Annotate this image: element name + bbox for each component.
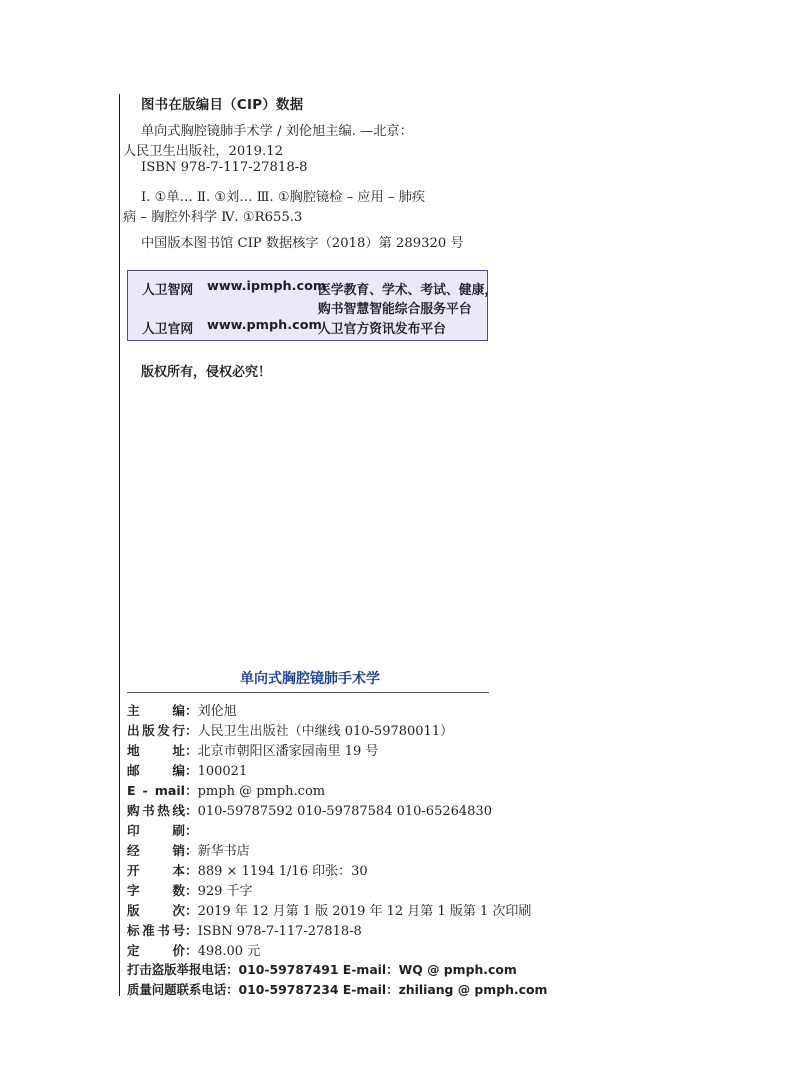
imprint-value: 929 千字 [197, 884, 253, 899]
book-title: 单向式胸腔镜肺手术学 [240, 671, 380, 687]
quality-contact-line: 质量问题联系电话：010-59787234 E-mail：zhiliang @ pmph.com [127, 982, 548, 997]
imprint-value: 刘伦旭 [197, 704, 237, 719]
cip-number-line: 中国版本图书馆 CIP 数据核字（2018）第 289320 号 [141, 236, 464, 251]
imprint-label: 字数 [127, 883, 185, 898]
imprint-value: ISBN 978-7-117-27818-8 [197, 924, 362, 939]
platform-description-continued: 购书智慧智能综合服务平台 [318, 302, 472, 317]
imprint-label: 邮编 [127, 763, 185, 778]
imprint-label: 地址 [127, 743, 185, 758]
platform-name: 人卫智网 [142, 283, 194, 298]
imprint-value: 498.00 元 [197, 944, 261, 959]
imprint-label: 版次 [127, 903, 185, 918]
imprint-label: E - mail [127, 783, 185, 798]
imprint-value: 新华书店 [197, 844, 250, 859]
imprint-label: 定价 [127, 943, 185, 958]
copyright-notice: 版权所有，侵权必究！ [141, 365, 272, 380]
website-description: 人卫官方资讯发布平台 [318, 322, 446, 337]
imprint-label: 购书热线 [127, 803, 185, 818]
cip-subject-line: Ⅰ. ①单… Ⅱ. ①刘… Ⅲ. ①胸腔镜检 – 应用 – 肺疾 [141, 190, 426, 205]
website-url-link[interactable]: www.pmph.com [207, 318, 322, 333]
imprint-label: 经销 [127, 843, 185, 858]
imprint-value: 人民卫生出版社（中继线 010-59780011） [197, 724, 454, 739]
imprint-row: 标准书号：ISBN 978-7-117-27818-8 [127, 920, 362, 940]
cip-heading: 图书在版编目（CIP）数据 [141, 98, 304, 113]
imprint-row: 经销：新华书店 [127, 840, 250, 860]
imprint-label: 印刷 [127, 823, 185, 838]
piracy-report-line: 打击盗版举报电话：010-59787491 E-mail：WQ @ pmph.com [127, 962, 517, 977]
imprint-row: 版次：2019 年 12 月第 1 版 2019 年 12 月第 1 版第 1 次印刷 [127, 900, 531, 920]
imprint-row: 开本：889 × 1194 1/16 印张：30 [127, 860, 368, 880]
imprint-value: pmph @ pmph.com [197, 784, 326, 799]
left-margin-rule [119, 94, 120, 996]
imprint-value: 2019 年 12 月第 1 版 2019 年 12 月第 1 版第 1 次印刷 [197, 904, 532, 919]
title-divider [127, 692, 489, 693]
cip-title-line: 单向式胸腔镜肺手术学 / 刘伦旭主编. —北京： [141, 124, 413, 139]
imprint-row: 定价：498.00 元 [127, 940, 260, 960]
imprint-label: 出版发行 [127, 723, 185, 738]
platform-description: 医学教育、学术、考试、健康， [318, 283, 498, 298]
service-info-box [127, 270, 498, 341]
imprint-value: 100021 [197, 764, 248, 779]
imprint-row: 购书热线：010-59787592 010-59787584 010-65264830 [127, 800, 492, 820]
platform-url-link[interactable]: www.ipmph.com [207, 279, 327, 294]
imprint-label: 开本 [127, 863, 185, 878]
cip-isbn-line: ISBN 978-7-117-27818-8 [141, 160, 308, 175]
imprint-value: 北京市朝阳区潘家园南里 19 号 [197, 744, 379, 759]
imprint-value: 010-59787592 010-59787584 010-65264830 [197, 804, 492, 819]
imprint-row: 字数：929 千字 [127, 880, 253, 900]
imprint-row: 邮编：100021 [127, 760, 247, 780]
imprint-row: 出版发行：人民卫生出版社（中继线 010-59780011） [127, 720, 453, 740]
website-name: 人卫官网 [142, 322, 194, 337]
imprint-row: 印刷： [127, 820, 198, 840]
imprint-row: 主编：刘伦旭 [127, 700, 237, 720]
imprint-label: 标准书号 [127, 923, 185, 938]
imprint-row: 地址：北京市朝阳区潘家园南里 19 号 [127, 740, 378, 760]
imprint-row: E - mail：pmph @ pmph.com [127, 783, 326, 799]
cip-subject-line-continued: 病 – 胸腔外科学 Ⅳ. ①R655.3 [123, 210, 303, 225]
imprint-value: 889 × 1194 1/16 印张：30 [197, 864, 368, 879]
cip-publisher-line: 人民卫生出版社，2019.12 [123, 144, 284, 159]
imprint-label: 主编 [127, 703, 185, 718]
